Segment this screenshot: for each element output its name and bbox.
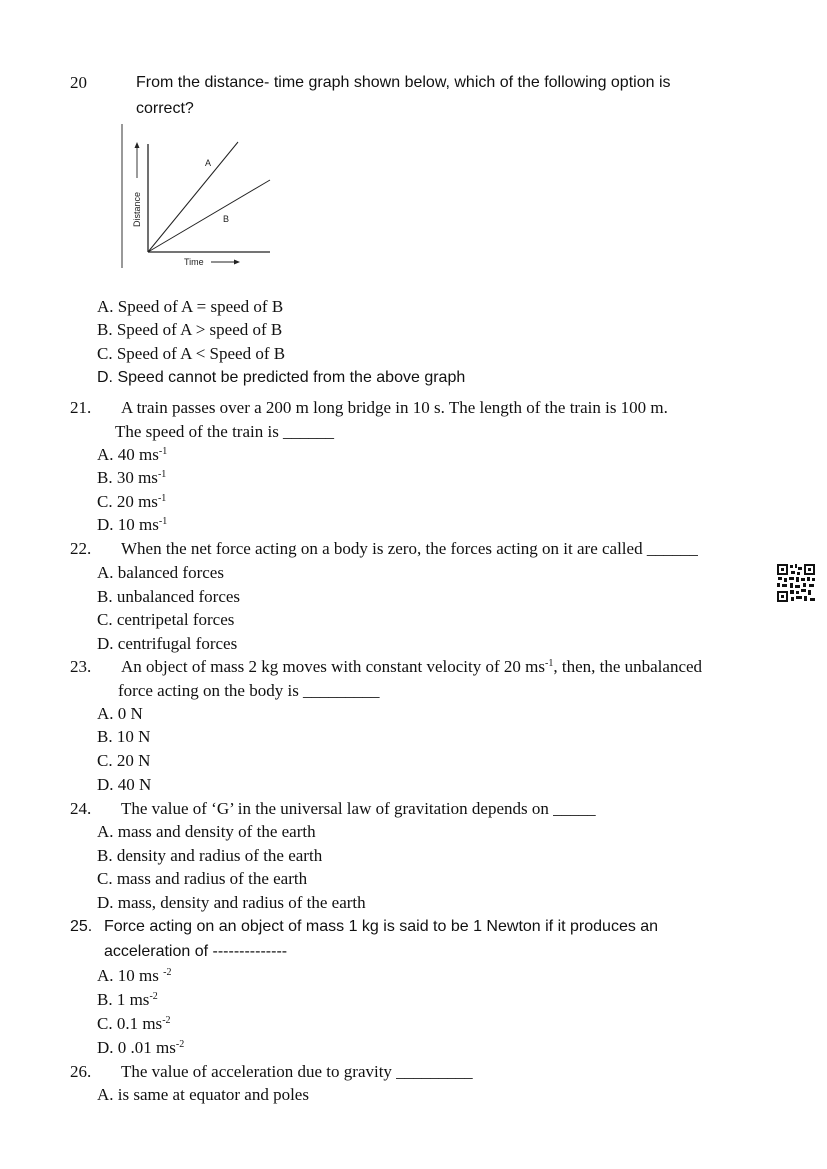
q22-option-b[interactable]: B. unbalanced forces	[97, 587, 241, 606]
q22-option-a[interactable]: A. balanced forces	[97, 563, 224, 582]
x-axis-label: Time	[184, 257, 204, 267]
q25-option-c[interactable]: C. 0.1 $ms^{-2}$	[97, 1014, 171, 1033]
q21-option-a[interactable]: A. 40 $ms^{-1}$	[97, 445, 168, 464]
question-21-number: 21.	[70, 398, 92, 417]
q21-option-c[interactable]: C. 20 $ms^{-1}$	[97, 492, 167, 511]
line-a-label: A	[205, 158, 212, 168]
qr-code-icon	[776, 563, 816, 603]
x-axis-arrowhead	[234, 260, 240, 265]
q24-option-b[interactable]: B. density and radius of the earth	[97, 846, 323, 865]
question-23-text-cont: force acting on the body is _________	[118, 681, 380, 700]
q25-option-d[interactable]: D. 0 .01 $ms^{-2}$	[97, 1038, 185, 1057]
question-22-text: When the net force acting on a body is zero, the forces acting on it are called ______	[121, 539, 698, 558]
question-26-text: The value of acceleration due to gravity _________	[121, 1062, 473, 1081]
q22-option-d[interactable]: D. centrifugal forces	[97, 634, 238, 653]
question-23-number: 23.	[70, 657, 92, 676]
q21-option-b[interactable]: B. 30 $ms^{-1}$	[97, 468, 167, 487]
q24-option-c[interactable]: C. mass and radius of the earth	[97, 869, 308, 888]
question-25-number: 25.	[70, 918, 93, 935]
q20-option-a[interactable]: A. Speed of A = speed of B	[97, 297, 284, 316]
question-23-text: An object of mass 2 kg moves with constant velocity of 20 $ms^{-1}$, then, the unbalanced	[121, 657, 703, 676]
line-a	[148, 142, 238, 252]
question-24-text: The value of ‘G’ in the universal law of gravitation depends on _____	[121, 799, 596, 818]
q23-option-b[interactable]: B. 10 N	[97, 727, 151, 746]
distance-time-graph	[120, 122, 280, 272]
y-axis-arrowhead	[135, 142, 140, 148]
q25-option-a[interactable]: A. 10 ms $^{-2}$	[97, 966, 172, 985]
q22-option-c[interactable]: C. centripetal forces	[97, 610, 235, 629]
q23-option-a[interactable]: A. 0 N	[97, 704, 143, 723]
q20-option-d[interactable]: D. Speed cannot be predicted from the above graph	[97, 369, 466, 386]
question-20-number: 20	[70, 73, 87, 92]
q23-option-c[interactable]: C. 20 N	[97, 751, 151, 770]
question-24-number: 24.	[70, 799, 92, 818]
question-21-text-cont: The speed of the train is ______	[115, 422, 335, 441]
question-20-text: From the distance- time graph shown below, which of the following option is	[136, 74, 671, 91]
question-26-number: 26.	[70, 1062, 92, 1081]
question-20-text-cont: correct?	[136, 100, 194, 117]
q21-option-d[interactable]: D. 10 $ms^{-1}$	[97, 515, 168, 534]
q23-option-d[interactable]: D. 40 N	[97, 775, 152, 794]
q20-option-c[interactable]: C. Speed of A < Speed of B	[97, 344, 286, 363]
question-25-text-cont: acceleration of --------------	[104, 943, 288, 960]
y-axis-label: Distance	[132, 191, 142, 227]
q25-option-b[interactable]: B. 1 $ms^{-2}$	[97, 990, 158, 1009]
line-b	[148, 180, 270, 252]
q24-option-d[interactable]: D. mass, density and radius of the earth	[97, 893, 366, 912]
q26-option-a[interactable]: A. is same at equator and poles	[97, 1085, 309, 1104]
q20-option-b[interactable]: B. Speed of A > speed of B	[97, 320, 283, 339]
q24-option-a[interactable]: A. mass and density of the earth	[97, 822, 316, 841]
line-b-label: B	[223, 214, 230, 224]
question-25-text: Force acting on an object of mass 1 kg is said to be 1 Newton if it produces an	[104, 918, 659, 935]
question-21-text: A train passes over a 200 m long bridge in 10 s. The length of the train is 100 m.	[121, 398, 668, 417]
question-22-number: 22.	[70, 539, 92, 558]
